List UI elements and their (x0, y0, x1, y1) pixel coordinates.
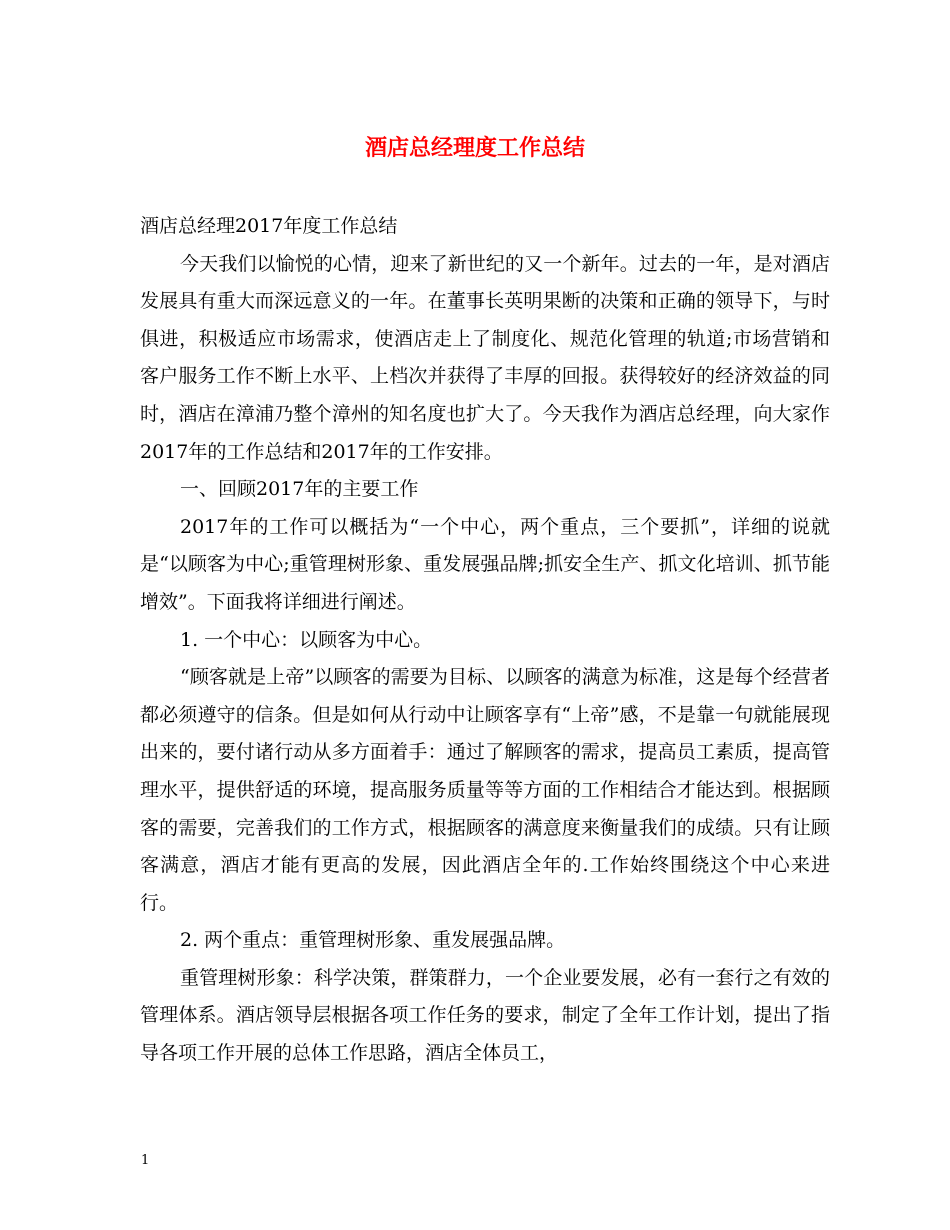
subheading-one-center: 1. 一个中心：以顾客为中心。 (180, 628, 433, 651)
paragraph-management: 重管理树形象：科学决策，群策群力，一个企业要发展，必有一套行之有效的管理体系。酒店领导层根据各项工作任务的要求，制定了全年工作计划，提出了指导各项工作开展的总体工作思路，酒店全体员工， (140, 966, 830, 1065)
paragraph-customer: “顾客就是上帝”以顾客的需要为目标、以顾客的满意为标准，这是每个经营者都必须遵守的信条。但是如何从行动中让顾客享有“上帝”感，不是靠一句就能展现出来的，要付诸行动从多方面着手：通过了解顾客的需求，提高员工素质，提高管理水平，提供舒适的环境，提高服务质量等等方面的工作相结合才能达到。根据顾客的需要，完善我们的工作方式，根据顾客的满意度来衡量我们的成绩。只有让顾客满意，酒店才能有更高的发展，因此酒店全年的.工作始终围绕这个中心来进行。 (140, 666, 830, 914)
paragraph-summary: 2017年的工作可以概括为“一个中心，两个重点，三个要抓”，详细的说就是“以顾客为中心;重管理树形象、重发展强品牌;抓安全生产、抓文化培训、抓节能增效”。下面我将详细进行阐述。 (140, 515, 830, 613)
page-number: 1 (141, 1153, 150, 1168)
paragraph-intro: 今天我们以愉悦的心情，迎来了新世纪的又一个新年。过去的一年，是对酒店发展具有重大而深远意义的一年。在董事长英明果断的决策和正确的领导下，与时俱进，积极适应市场需求，使酒店走上了制度化、规范化管理的轨道;市场营销和客户服务工作不断上水平、上档次并获得了丰厚的回报。获得较好的经济效益的同时，酒店在漳浦乃整个漳州的知名度也扩大了。今天我作为酒店总经理，向大家作2017年的工作总结和2017年的工作安排。 (140, 252, 830, 463)
document-title: 酒店总经理度工作总结 (364, 135, 585, 161)
document-body (140, 208, 830, 1073)
subheading-two-focus: 2. 两个重点：重管理树形象、重发展强品牌。 (180, 929, 566, 952)
document-subtitle: 酒店总经理2017年度工作总结 (140, 215, 398, 237)
section-heading-review: 一、回顾2017年的主要工作 (180, 478, 419, 501)
